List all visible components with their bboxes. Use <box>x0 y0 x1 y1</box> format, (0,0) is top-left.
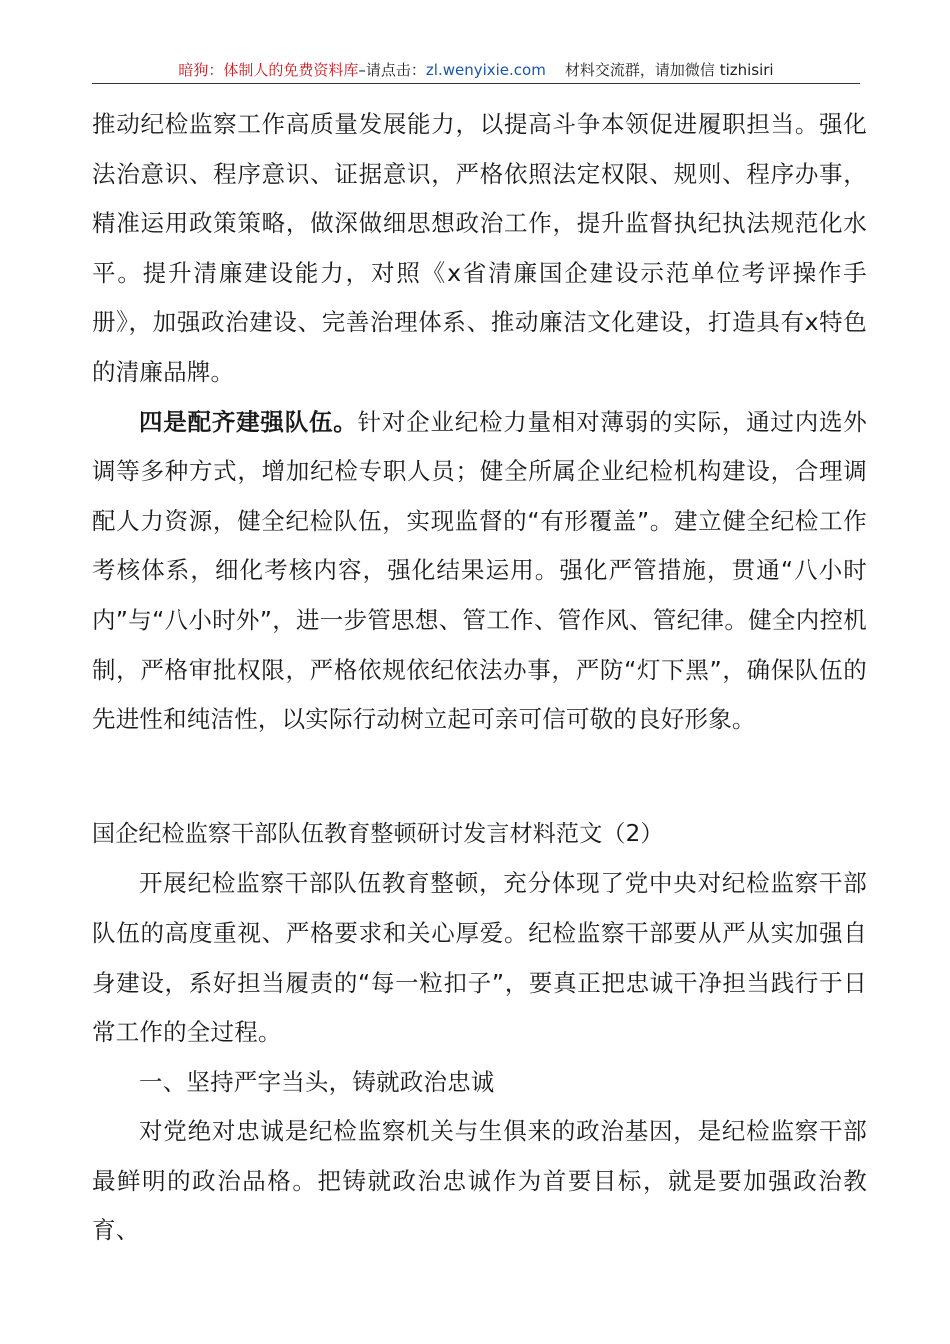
paragraph-3: 开展纪检监察干部队伍教育整顿，充分体现了党中央对纪检监察干部队伍的高度重视、严格要求和关心厚爱。纪检监察干部要从严从实加强自身建设，系好担当履责的“每一粒扣子”，要真正把忠诚干净担当践行于日常工作的全过程。 <box>92 869 867 1047</box>
paragraph-2-text: 针对企业纪检力量相对薄弱的实际，通过内选外调等多种方式，增加纪检专职人员；健全所属企业纪检机构建设，合理调配人力资源，健全纪检队伍，实现监督的“有形覆盖”。建立健全纪检工作考核体系，细化考核内容，强化结果运用。强化严管措施，贯通“八小时内”与“八小时外”，进一步管思想、管工作、管作风、管纪律。健全内控机制，严格审批权限，严格依规依纪依法办事，严防“灯下黑”，确保队伍的先进性和纯洁性，以实际行动树立起可亲可信可敬的良好形象。 <box>92 407 867 734</box>
spacer <box>92 745 867 810</box>
header-contact: 材料交流群，请加微信 tizhisiri <box>564 61 774 79</box>
section-heading: 一、坚持严字当头，铸就政治忠诚 <box>139 1067 495 1096</box>
document-title: 国企纪检监察干部队伍教育整顿研讨发言材料范文（2） <box>92 820 664 847</box>
paragraph-4: 对党绝对忠诚是纪检监察机关与生俱来的政治基因，是纪检监察干部最鲜明的政治品格。把铸就政治忠诚作为首要目标，就是要加强政治教育、 <box>92 1117 867 1245</box>
document-body <box>92 100 867 1256</box>
header-click-prompt: –请点击： <box>358 61 426 79</box>
page-header <box>92 60 860 80</box>
header-brand: 暗狗：体制人的免费资料库 <box>178 61 359 79</box>
paragraph-1: 推动纪检监察工作高质量发展能力，以提高斗争本领促进履职担当。强化法治意识、程序意识、证据意识，严格依照法定权限、规则、程序办事，精准运用政策策略，做深做细思想政治工作，提升监督执纪执法规范化水平。提升清廉建设能力，对照《x省清廉国企建设示范单位考评操作手册》，加强政治建设、完善治理体系、推动廉洁文化建设，打造具有x特色的清廉品牌。 <box>92 110 867 386</box>
header-divider <box>92 83 860 84</box>
header-url-link[interactable]: zl.wenyixie.com <box>425 61 546 79</box>
paragraph-2-lead: 四是配齐建强队伍。 <box>139 407 358 436</box>
paragraph-2 <box>92 398 867 745</box>
